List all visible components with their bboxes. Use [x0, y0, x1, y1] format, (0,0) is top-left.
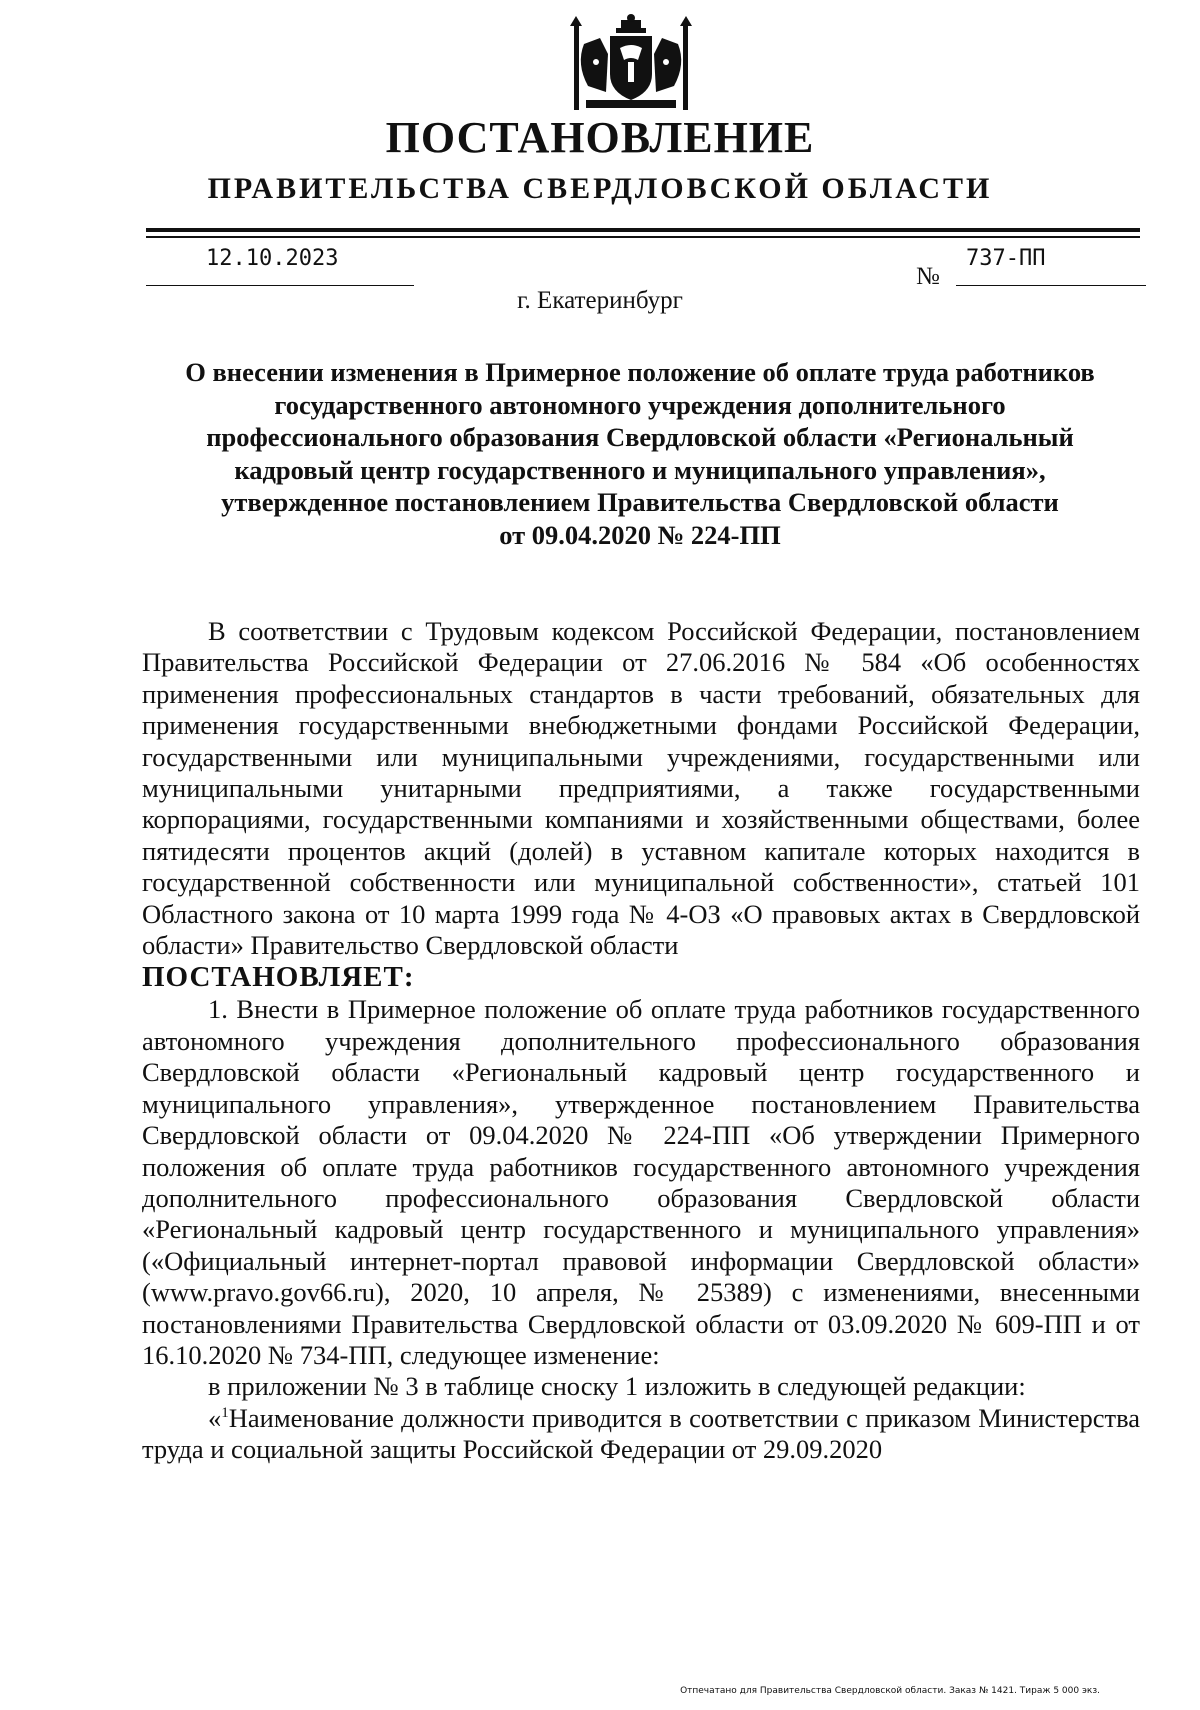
number-sign: № [916, 263, 940, 290]
footnote-mark: 1 [221, 1404, 229, 1421]
print-imprint: Отпечатано для Правительства Свердловской области. Заказ № 1421. Тираж 5 000 экз. [680, 1686, 1100, 1696]
footnote-paragraph [142, 1403, 1140, 1466]
preamble-paragraph: В соответствии с Трудовым кодексом Российской Федерации, постановлением Правительства Российской Федерации от 27.06.2016 № 584 «Об особенностях применения профессиональных стандартов в части требований, обязательных для применения государственными внебюджетными фондами Российской Федерации, государственными или муниципальными учреждениями, государственными или муниципальными унитарными предприятиями, а также государственными корпорациями, государственными компаниями и хозяйственными обществами, более пятидесяти процентов акций (долей) в уставном капитале которых находится в государственной собственности или муниципальной собственности», статьей 101 Областного закона от 10 марта 1999 года № 4-ОЗ «О правовых актах в Свердловской области» Правительство Свердловской области [142, 616, 1140, 961]
header-divider-thick [146, 228, 1140, 232]
issuing-authority-heading: ПРАВИТЕЛЬСТВА СВЕРДЛОВСКОЙ ОБЛАСТИ [207, 172, 993, 205]
item-1-change-paragraph: в приложении № 3 в таблице сноску 1 изложить в следующей редакции: [208, 1371, 1026, 1402]
document-date: 12.10.2023 [206, 246, 339, 271]
title-line: от 09.04.2020 № 224-ПП [499, 519, 781, 550]
opening-quote: « [208, 1402, 222, 1433]
title-line: профессионального образования Свердловской области «Региональный [206, 422, 1074, 452]
document-type-heading: ПОСТАНОВЛЕНИЕ [385, 113, 815, 162]
document-body [142, 616, 1140, 1466]
coat-of-arms-emblem [566, 14, 696, 114]
title-line: кадровый центр государственного и муниципального управления», [234, 454, 1046, 485]
number-underline [956, 285, 1146, 286]
title-line: утвержденное постановлением Правительства Свердловской области [221, 487, 1059, 517]
title-line: государственного автономного учреждения дополнительного [274, 389, 1006, 420]
document-title [140, 356, 1140, 551]
header-divider-thin [146, 236, 1140, 238]
title-line: О внесении изменения в Примерное положение об оплате труда работников [185, 357, 1095, 387]
item-1-paragraph: 1. Внести в Примерное положение об оплате труда работников государственного автономного учреждения дополнительного профессионального образования Свердловской области «Региональный кадровый центр государственного и муниципального управления», утвержденное постановлением Правительства Свердловской области от 09.04.2020 № 224-ПП «Об утверждении Примерного положения об оплате труда работников государственного автономного учреждения дополнительного профессионального образования Свердловской области «Региональный кадровый центр государственного и муниципального управления» («Официальный интернет-портал правовой информации Свердловской области» (www.pravo.gov66.ru), 2020, 10 апреля, № 25389) с изменениями, внесенными постановлениями Правительства Свердловской области от 03.09.2020 № 609-ПП и от 16.10.2020 № 734-ПП, следующее изменение: [142, 994, 1140, 1370]
footnote-text: Наименование должности приводится в соответствии с приказом Министерства труда и социальной защиты Российской Федерации от 29.09.2020 [142, 1402, 1140, 1465]
issue-city: г. Екатеринбург [517, 287, 683, 314]
date-underline [146, 285, 414, 286]
resolves-heading: ПОСТАНОВЛЯЕТ: [142, 961, 415, 994]
document-number: 737-ПП [966, 246, 1046, 271]
